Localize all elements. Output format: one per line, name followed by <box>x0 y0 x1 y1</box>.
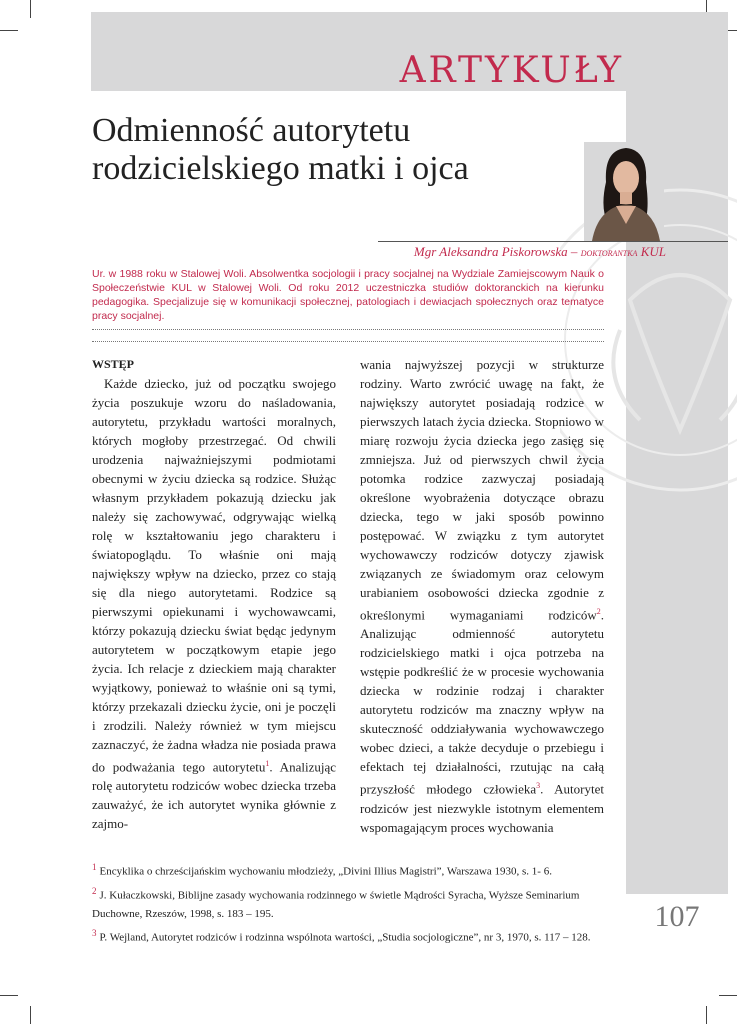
title-line: Odmienność autorytetu <box>92 112 411 149</box>
footnote-text: J. Kułaczkowski, Biblijne zasady wychowania rodzinnego w świetle Mądrości Syracha, Wyższe Seminarium Duchowne, Rzeszów, 1998, s. 183 – 195. <box>92 889 580 921</box>
crop-mark <box>30 0 31 18</box>
body-column-left <box>92 355 336 833</box>
article-title <box>92 112 562 188</box>
author-affiliation: KUL <box>640 244 666 259</box>
footnotes <box>92 858 612 948</box>
footnote <box>92 858 612 882</box>
footnote <box>92 924 612 948</box>
footnote-number: 2 <box>92 885 97 896</box>
paragraph-text: . Analizując rolę autorytetu rodziców wobec dziecka trzeba zauważyć, że ich autorytet wynika głównie z zajmo- <box>92 759 336 832</box>
paragraph <box>360 355 604 837</box>
section-header: ARTYKUŁY <box>399 50 624 91</box>
author-rule <box>378 241 728 242</box>
paragraph-text: wania najwyższej pozycji w strukturze rodziny. Warto zwrócić uwagę na fakt, że największy autorytet posiadają rodzice w pierwszych latach życia dziecka. Stopniowo w miarę rozwoju życia dziecka jego zasięg się zmniejsza. Już od pierwszych chwil życia potomka rodzice zazwyczaj posiadają określone wyobrażenia dotyczące obrazu dziecka, tego w jaki sposób powinno postępować. W związku z tym autorytet wychowawczy rodziców dotyczy zjawisk związanych ze świadomym oraz celowym urabianiem osobowości dziecka zgodnie z określonymi wymaganiami rodziców <box>360 357 604 623</box>
footnote-ref[interactable]: 1 <box>265 759 270 768</box>
paragraph-text: Każde dziecko, już od początku swojego życia poszukuje wzoru do naśladowania, autorytetu, przykładu wartości moralnych, których mogłoby przestrzegać. Od chwili urodzenia najważniejszymi podmiotami obecnymi w życiu dziecka są rodzice. Służąc własnym przykładem pokazują dziecku jak należy się zachowywać, odgrywając wielką rolę w kształtowaniu jego charakteru i światopoglądu. To właśnie oni mają największy wpływ na dziecko, przez co stają się dla niego autorytetami. Rodzice są pierwszymi opiekunami i wychowawcami, którzy pokazują dziecku świat będąc jedynym autorytetem w początkowym etapie jego życia. Ich relacje z dzieckiem mają charakter wyjątkowy, ponieważ to właśnie oni są tymi, którzy przekazali dziecku życie, oni je poczęli i zrodzili. Należy również w tym miejscu zaznaczyć, że żadna władza nie posiada prawa do podważania tego autorytetu <box>92 376 336 775</box>
crop-mark <box>706 1006 707 1024</box>
author-line <box>330 244 666 260</box>
crop-mark <box>0 995 18 996</box>
title-line: rodzicielskiego matki i ojca <box>92 150 469 187</box>
crop-mark <box>719 995 737 996</box>
body-column-right <box>360 355 604 837</box>
crop-mark <box>30 1006 31 1024</box>
author-role: doktorantka <box>580 245 638 259</box>
footnote-ref[interactable]: 2 <box>596 607 601 616</box>
crop-mark <box>0 30 18 31</box>
footnote-number: 3 <box>92 928 97 939</box>
page-number: 107 <box>654 900 700 933</box>
paragraph-text: . Autorytet rodziców jest niezwykle istotnym elementem wspomagającym proces wychowania <box>360 781 604 835</box>
footnote-number: 1 <box>92 862 97 872</box>
divider <box>92 329 604 330</box>
section-heading: WSTĘP <box>92 357 135 371</box>
author-bio: Ur. w 1988 roku w Stalowej Woli. Absolwentka socjologii i pracy socjalnej na Wydziale Zamiejscowym Nauk o Społeczeństwie KUL w Stalowej Woli. Od roku 2012 uczestniczka studiów doktoranckich na kierunku pedagogika. Specjalizuje się w komunikacji społecznej, patologiach i dewiacjach społecznych oraz tematyce pracy socjalnej. <box>92 268 604 322</box>
footnote <box>92 882 612 925</box>
author-name: Mgr Aleksandra Piskorowska – <box>413 244 578 259</box>
footnote-ref[interactable]: 3 <box>536 781 541 791</box>
footnote-text: Encyklika o chrześcijańskim wychowaniu młodzieży, „Divini Illius Magistri”, Warszawa 1930, s. 1- 6. <box>99 865 552 878</box>
paragraph <box>92 374 336 833</box>
paragraph-text: . Analizując odmienność autorytetu rodzicielskiego matki i ojca potrzeba na wstępie podkreślić że w procesie wychowania dziecka w rodzinie rodzaj i charakter autorytetu rodziców ma znaczny wpływ na skuteczność oddziaływania wychowawczego wobec dzieci, a także decyduje o przebiegu i efektach tej działalności, rzutując na całą przyszłość młodego człowieka <box>360 607 604 797</box>
author-photo <box>584 142 664 241</box>
divider <box>92 341 604 342</box>
footnote-text: P. Wejland, Autorytet rodziców i rodzinna wspólnota wartości, „Studia socjologiczne”, nr 3, 1970, s. 117 – 128. <box>99 931 591 944</box>
